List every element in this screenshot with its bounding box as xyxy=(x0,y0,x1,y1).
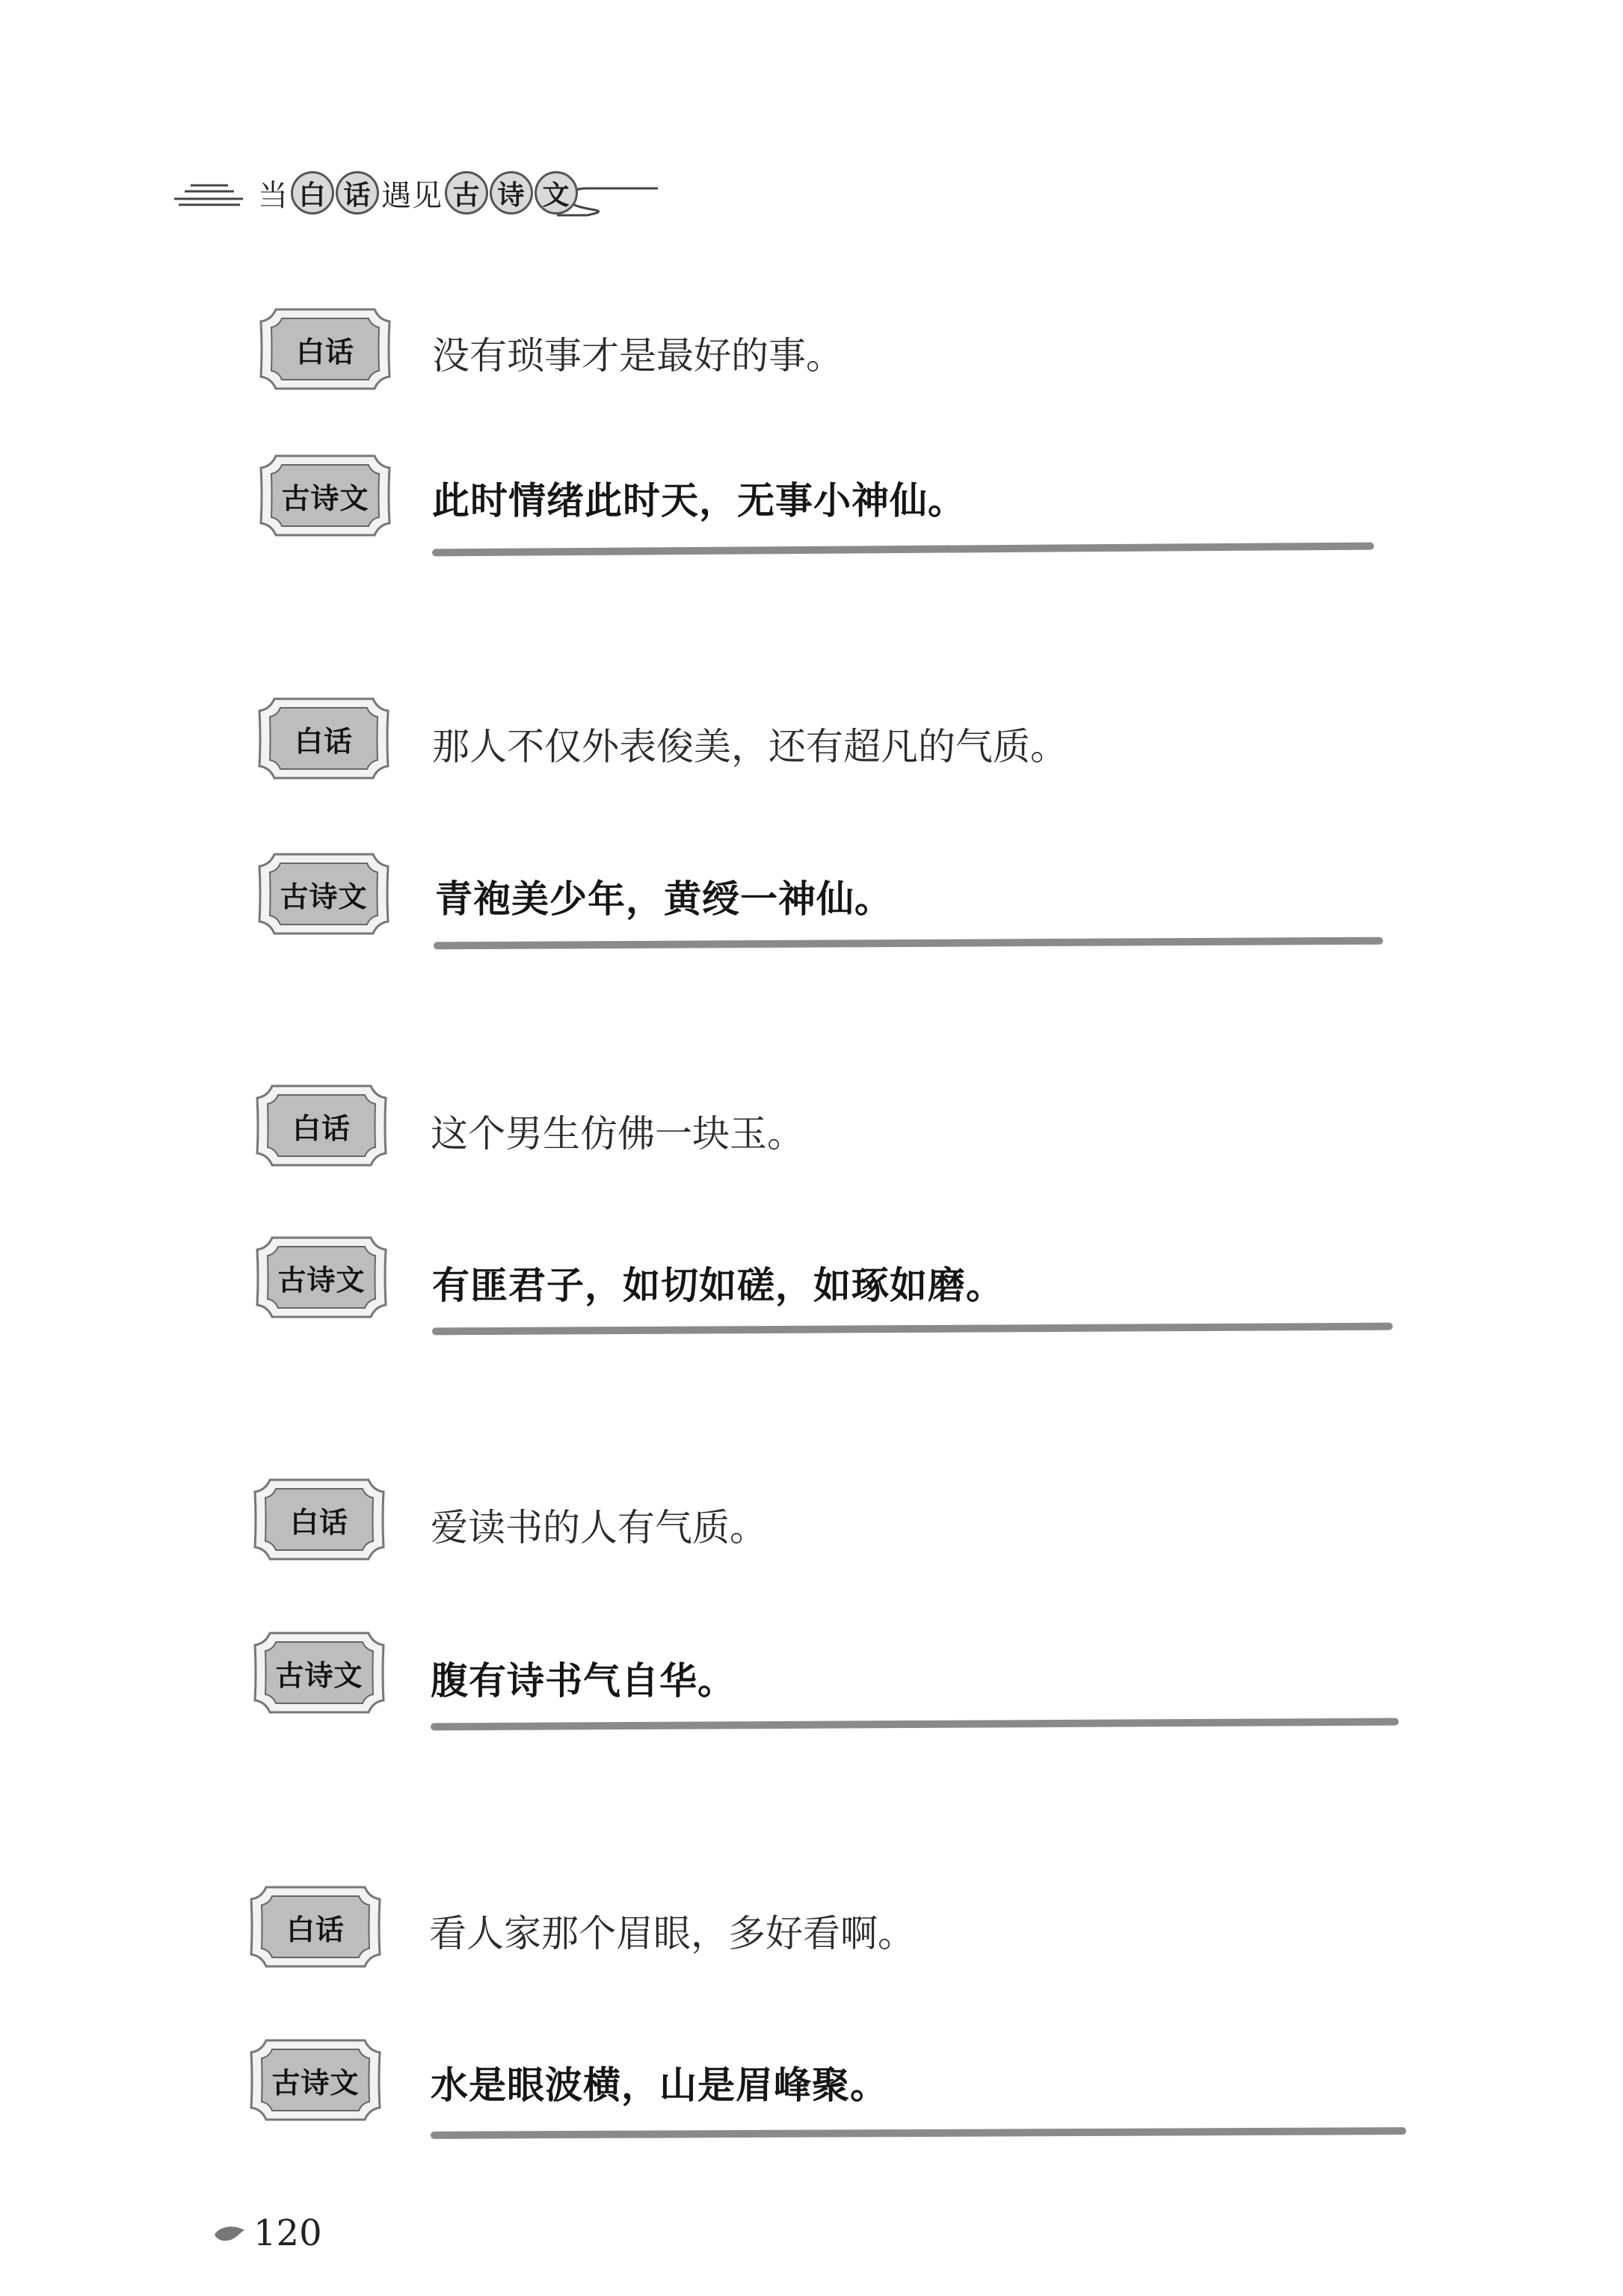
guwen-badge xyxy=(250,448,400,543)
guwen-badge xyxy=(247,1230,396,1324)
header-prefix: 当 xyxy=(258,178,289,213)
guwen-row xyxy=(0,847,1623,944)
page-footer xyxy=(213,2212,322,2254)
baihua-badge xyxy=(247,1078,396,1173)
guwen-row xyxy=(0,2033,1623,2130)
header-circled-char: 古 xyxy=(445,171,488,215)
guwen-verse: 此时情绪此时天，无事小神仙。 xyxy=(432,479,966,522)
baihua-badge xyxy=(244,1472,394,1567)
baihua-badge-label: 白话 xyxy=(292,1111,351,1145)
baihua-sentence: 这个男生仿佛一块玉。 xyxy=(431,1112,804,1155)
baihua-badge xyxy=(250,302,400,396)
baihua-badge-label: 白话 xyxy=(289,1505,348,1539)
guwen-badge-label: 古诗文 xyxy=(275,1658,363,1692)
guwen-row xyxy=(0,1230,1623,1327)
baihua-row xyxy=(0,1078,1623,1176)
page-number: 120 xyxy=(253,2212,322,2254)
guwen-verse: 水是眼波横，山是眉峰聚。 xyxy=(431,2064,888,2107)
guwen-row xyxy=(0,448,1623,546)
header-circled-char: 文 xyxy=(535,171,578,215)
baihua-badge-label: 白话 xyxy=(294,724,353,758)
guwen-verse: 青袍美少年，黄绶一神仙。 xyxy=(435,877,893,921)
header-circled-char: 诗 xyxy=(490,171,533,215)
guwen-badge xyxy=(241,2033,390,2127)
guwen-badge-label: 古诗文 xyxy=(280,880,368,913)
guwen-badge xyxy=(249,847,398,941)
baihua-row xyxy=(0,1472,1623,1570)
guwen-badge-label: 古诗文 xyxy=(281,481,369,515)
baihua-sentence: 爱读书的人有气质。 xyxy=(431,1506,767,1549)
baihua-badge xyxy=(241,1880,390,1974)
baihua-badge xyxy=(249,691,398,786)
baihua-row xyxy=(0,691,1623,789)
guwen-badge-label: 古诗文 xyxy=(277,1263,366,1297)
header-circled-char: 话 xyxy=(336,171,379,215)
baihua-badge-label: 白话 xyxy=(295,335,354,368)
baihua-row xyxy=(0,1880,1623,1977)
leaf-icon xyxy=(213,2223,246,2244)
guwen-verse: 有匪君子，如切如磋，如琢如磨。 xyxy=(432,1264,1004,1307)
baihua-badge-label: 白话 xyxy=(286,1913,345,1946)
header-circled-char: 白 xyxy=(291,171,334,215)
baihua-row xyxy=(0,299,1623,396)
baihua-sentence: 看人家那个眉眼，多好看啊。 xyxy=(429,1912,915,1955)
guwen-verse: 腹有诗书气自华。 xyxy=(431,1659,736,1703)
header-middle: 遇见 xyxy=(381,178,443,213)
guwen-badge xyxy=(244,1626,394,1720)
header-title xyxy=(256,169,579,217)
baihua-sentence: 那人不仅外表俊美，还有超凡的气质。 xyxy=(432,725,1068,768)
guwen-row xyxy=(0,1626,1623,1723)
baihua-sentence: 没有琐事才是最好的事。 xyxy=(432,334,843,377)
guwen-badge-label: 古诗文 xyxy=(271,2066,360,2099)
page-header xyxy=(168,166,662,226)
